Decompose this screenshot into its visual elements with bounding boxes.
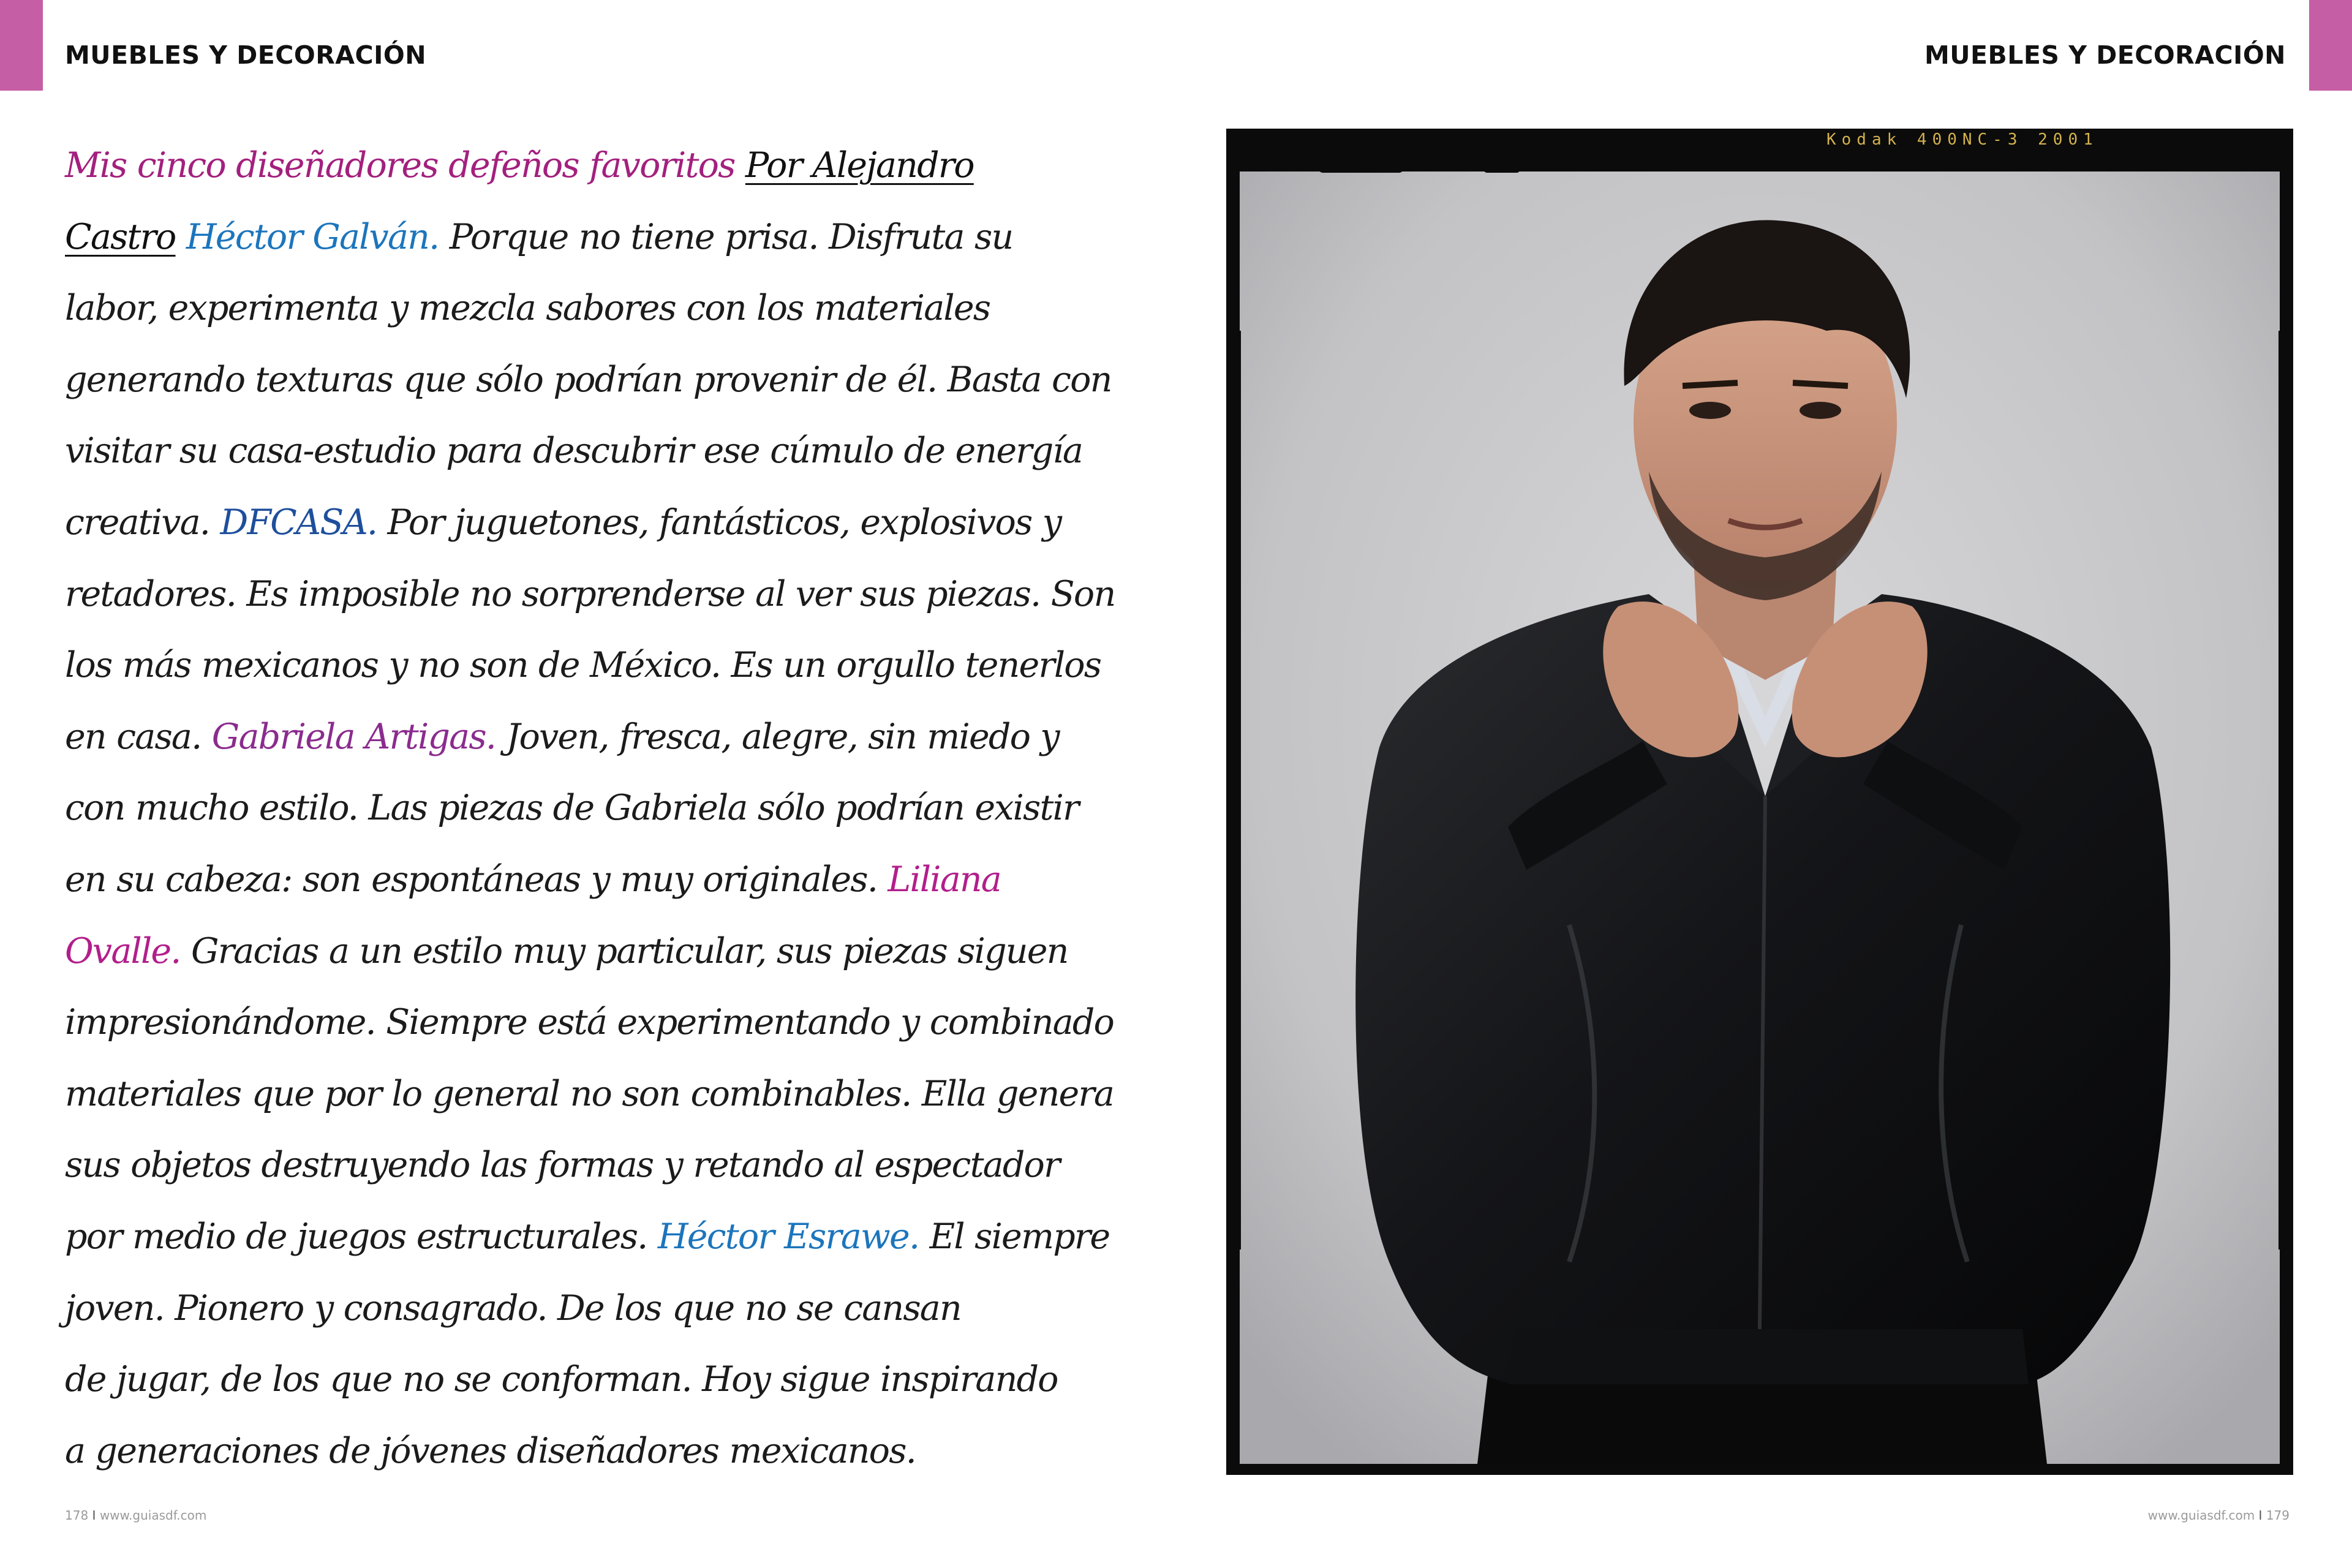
folio-separator: I [92, 1508, 96, 1523]
website-link[interactable]: www.guiasdf.com [99, 1508, 207, 1523]
article-text: Joven, fresca, alegre, sin miedo y [496, 716, 1059, 757]
article-body [65, 130, 1161, 1487]
article-line: impresionándome. Siempre está experimentando y combinado [65, 1002, 1114, 1043]
page-number: 179 [2266, 1508, 2290, 1523]
article-line [65, 916, 1161, 987]
designer-name-dfcasa: DFCASA. [220, 502, 377, 543]
article-line: a generaciones de jóvenes diseñadores mexicanos. [65, 1430, 916, 1471]
article-text: Por juguetones, fantásticos, explosivos y [377, 502, 1061, 543]
article-author: Castro [65, 216, 176, 257]
designer-name-gabriela-artigas: Gabriela Artigas. [211, 716, 496, 757]
article-line: visitar su casa-estudio para descubrir ese cúmulo de energía [65, 431, 1083, 472]
folio-separator: I [2258, 1508, 2263, 1523]
article-line: joven. Pionero y consagrado. De los que no se cansan [65, 1287, 961, 1329]
film-edge-label: Kodak 400NC-3 2001 [1826, 130, 2098, 149]
article-text: en su cabeza: son espontáneas y muy originales. [65, 859, 888, 900]
article-line: los más mexicanos y no son de México. Es un orgullo tenerlos [65, 645, 1101, 686]
page-folio-right [2148, 1508, 2290, 1523]
portrait-photo [1226, 129, 2293, 1475]
article-line [65, 130, 1161, 202]
film-notch [1318, 141, 1404, 173]
section-header-right: MUEBLES Y DECORACIÓN [1924, 40, 2286, 70]
website-link[interactable]: www.guiasdf.com [2147, 1508, 2255, 1523]
article-line [65, 844, 1161, 916]
designer-name-hector-galvan: Héctor Galván. [186, 216, 439, 257]
article-text: Gracias a un estilo muy particular, sus piezas siguen [180, 930, 1068, 971]
portrait-illustration [1226, 129, 2293, 1475]
film-edge [2278, 331, 2293, 1250]
article-line [65, 202, 1161, 273]
article-text: en casa. [65, 716, 212, 757]
article-line: generando texturas que sólo podrían provenir de él. Basta con [65, 359, 1112, 400]
designer-name-liliana-ovalle: Liliana [888, 859, 1001, 900]
page-number: 178 [65, 1508, 89, 1523]
article-text: creativa. [65, 502, 221, 543]
article-text: por medio de juegos estructurales. [65, 1216, 658, 1257]
film-edge [1226, 331, 1241, 1250]
article-line: retadores. Es imposible no sorprenderse al ver sus piezas. Son [65, 573, 1115, 614]
film-notch [1483, 135, 1520, 173]
section-color-tab-right [2309, 0, 2352, 91]
article-title: Mis cinco diseñadores defeños favoritos [65, 145, 735, 186]
article-line [65, 487, 1161, 559]
designer-name-hector-esrawe: Héctor Esrawe. [657, 1216, 919, 1257]
page-folio-left [65, 1508, 206, 1523]
article-line [65, 701, 1161, 773]
article-line: materiales que por lo general no son combinables. Ella genera [65, 1073, 1114, 1114]
article-line [65, 1201, 1161, 1273]
article-line: con mucho estilo. Las piezas de Gabriela sólo podrían existir [65, 788, 1079, 829]
article-line: de jugar, de los que no se conforman. Hoy sigue inspirando [65, 1359, 1058, 1400]
article-author: Por Alejandro [745, 145, 974, 186]
article-line: sus objetos destruyendo las formas y retando al espectador [65, 1145, 1060, 1186]
section-color-tab-left [0, 0, 43, 91]
section-header-left: MUEBLES Y DECORACIÓN [65, 40, 427, 70]
article-line: labor, experimenta y mezcla sabores con los materiales [65, 288, 990, 329]
article-text: Porque no tiene prisa. Disfruta su [439, 216, 1013, 257]
designer-name-liliana-ovalle: Ovalle. [65, 930, 181, 971]
article-text: El siempre [919, 1216, 1110, 1257]
